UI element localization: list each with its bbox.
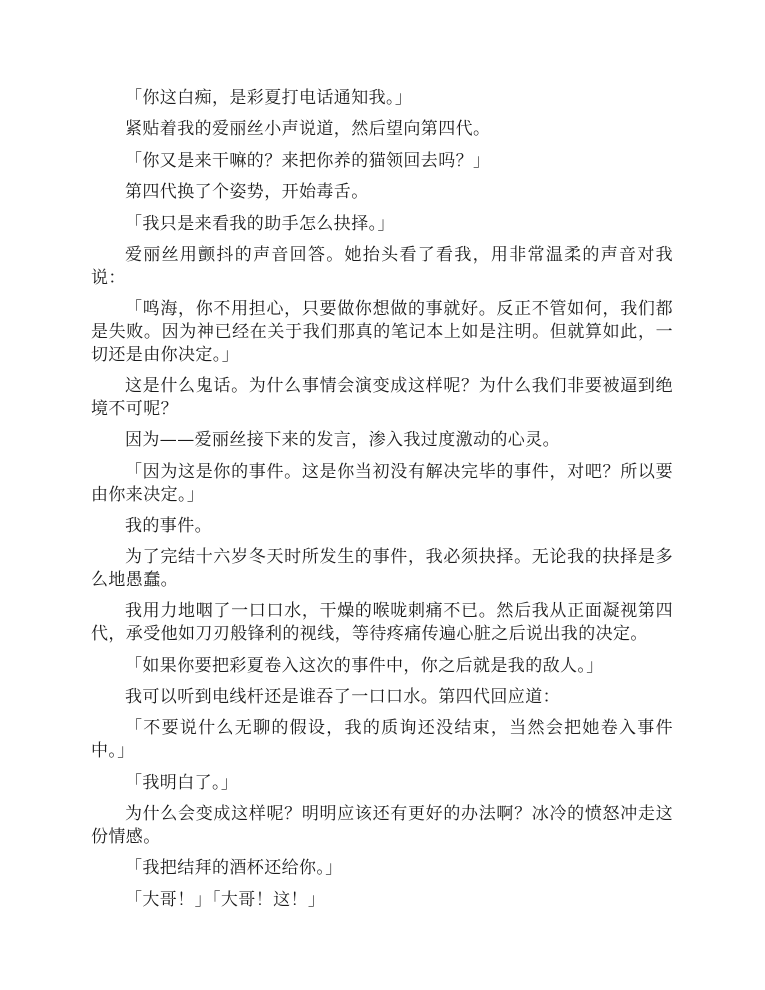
paragraph: 「因为这是你的事件。这是你当初没有解决完毕的事件，对吧？所以要由你来决定。」 [91, 461, 673, 505]
paragraph: 为了完结十六岁冬天时所发生的事件，我必须抉择。无论我的抉择是多么地愚蠢。 [91, 547, 673, 591]
document-page [91, 87, 673, 920]
paragraph: 「鸣海，你不用担心，只要做你想做的事就好。反正不管如何，我们都是失败。因为神已经在关于我们那真的笔记本上如是注明。但就算如此，一切还是由你决定。」 [91, 299, 673, 365]
paragraph: 「你又是来干嘛的？来把你养的猫领回去吗？」 [125, 150, 491, 171]
paragraph: 因为——爱丽丝接下来的发言，渗入我过度激动的心灵。 [125, 430, 560, 451]
paragraph: 这是什么鬼话。为什么事情会演变成这样呢？为什么我们非要被逼到绝境不可呢？ [91, 376, 673, 419]
paragraph: 「不要说什么无聊的假设，我的质询还没结束，当然会把她卷入事件中。」 [91, 718, 673, 762]
paragraph: 为什么会变成这样呢？明明应该还有更好的办法啊？冰冷的愤怒冲走这份情感。 [91, 804, 673, 847]
paragraph: 「你这白痴，是彩夏打电话通知我。」 [125, 88, 413, 108]
paragraph: 「我把结拜的酒杯还给你。」 [125, 858, 343, 879]
paragraph: 「大哥！」「大哥！这！」 [125, 889, 326, 910]
paragraph: 我用力地咽了一口口水，干燥的喉咙刺痛不已。然后我从正面凝视第四代，承受他如刀刃般锋利的视线，等待疼痛传遍心脏之后说出我的决定。 [91, 601, 673, 645]
paragraph: 「我明白了。」 [125, 772, 239, 793]
paragraph: 「我只是来看我的助手怎么抉择。」 [125, 213, 395, 234]
paragraph: 爱丽丝用颤抖的声音回答。她抬头看了看我，用非常温柔的声音对我说： [91, 244, 673, 288]
paragraph: 「如果你要把彩夏卷入这次的事件中，你之后就是我的敌人。」 [125, 655, 604, 676]
paragraph: 我的事件。 [125, 515, 212, 536]
paragraph: 紧贴着我的爱丽丝小声说道，然后望向第四代。 [125, 119, 491, 140]
paragraph: 我可以听到电线杆还是谁吞了一口口水。第四代回应道： [125, 687, 560, 708]
paragraph: 第四代换了个姿势，开始毒舌。 [125, 182, 369, 203]
